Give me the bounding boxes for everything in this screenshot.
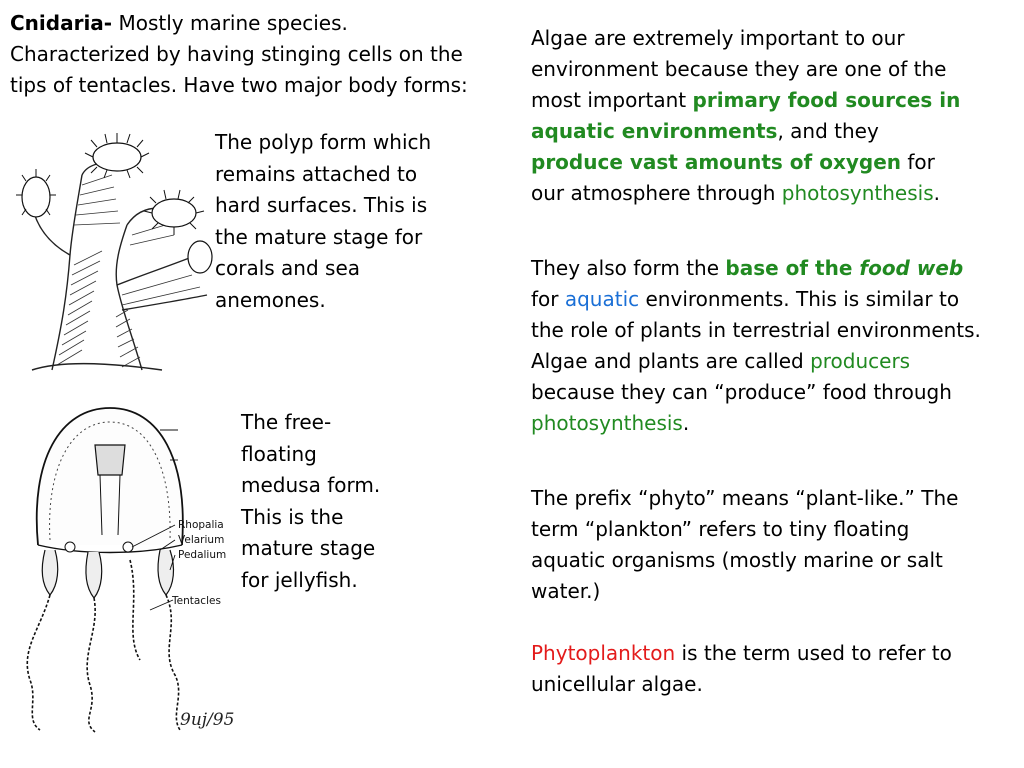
phytoplankton-paragraph xyxy=(531,638,981,700)
phyto-prefix-paragraph: The prefix “phyto” means “plant-like.” The term “plankton” refers to tiny floating aquatic organisms (mostly marine or salt water.) xyxy=(531,486,959,603)
cnidaria-intro xyxy=(10,8,480,101)
algae-text: . xyxy=(933,181,940,205)
cnidaria-term: Cnidaria- xyxy=(10,11,113,35)
polyp-illustration xyxy=(22,135,212,370)
artist-signature: 9uj/95 xyxy=(180,710,235,730)
medusa-description: The free-floating medusa form. This is the mature stage for jellyfish. xyxy=(241,410,381,592)
photosynthesis-term: photosynthesis xyxy=(531,411,683,435)
tentacles-label: Tentacles xyxy=(172,595,221,607)
oxygen-highlight: produce vast amounts of oxygen xyxy=(531,150,901,174)
polyp-description: The polyp form which remains attached to hard surfaces. This is the mature stage for corals and sea anemones. xyxy=(215,130,432,312)
algae-paragraph-1 xyxy=(531,23,971,209)
producers-term: producers xyxy=(810,349,911,373)
algae-text: environments. This is similar to the role of plants in terrestrial environments. Algae and plants are called xyxy=(531,287,981,373)
algae-text: is the term used to refer to unicellular algae. xyxy=(531,641,952,696)
algae-paragraph-2 xyxy=(531,253,981,439)
cnidaria-description: Mostly marine species. Characterized by having stinging cells on the tips of tentacles. Have two major body forms: xyxy=(10,11,468,97)
primary-food-sources-highlight: primary food sources in aquatic environments xyxy=(531,88,961,143)
algae-text: for xyxy=(531,287,565,311)
algae-text: Algae are extremely important to our environment because they are one of the most important xyxy=(531,26,947,112)
rhopalia-label: Rhopalia xyxy=(178,519,224,531)
algae-text: They also form the xyxy=(531,256,726,280)
base-of-food-web-highlight: base of the xyxy=(725,256,860,280)
pedalium-label: Pedalium xyxy=(178,549,227,561)
phytoplankton-term: Phytoplankton xyxy=(531,641,676,665)
algae-text: because they can “produce” food through xyxy=(531,380,952,404)
food-web-term: food web xyxy=(859,256,964,280)
algae-text: for our atmosphere through xyxy=(531,150,935,205)
velarium-label: Velarium xyxy=(178,534,225,546)
medusa-illustration xyxy=(10,400,235,735)
aquatic-term: aquatic xyxy=(564,287,640,311)
photosynthesis-term: photosynthesis xyxy=(781,181,934,205)
algae-text: . xyxy=(682,411,690,435)
algae-text: , and they xyxy=(777,119,879,143)
